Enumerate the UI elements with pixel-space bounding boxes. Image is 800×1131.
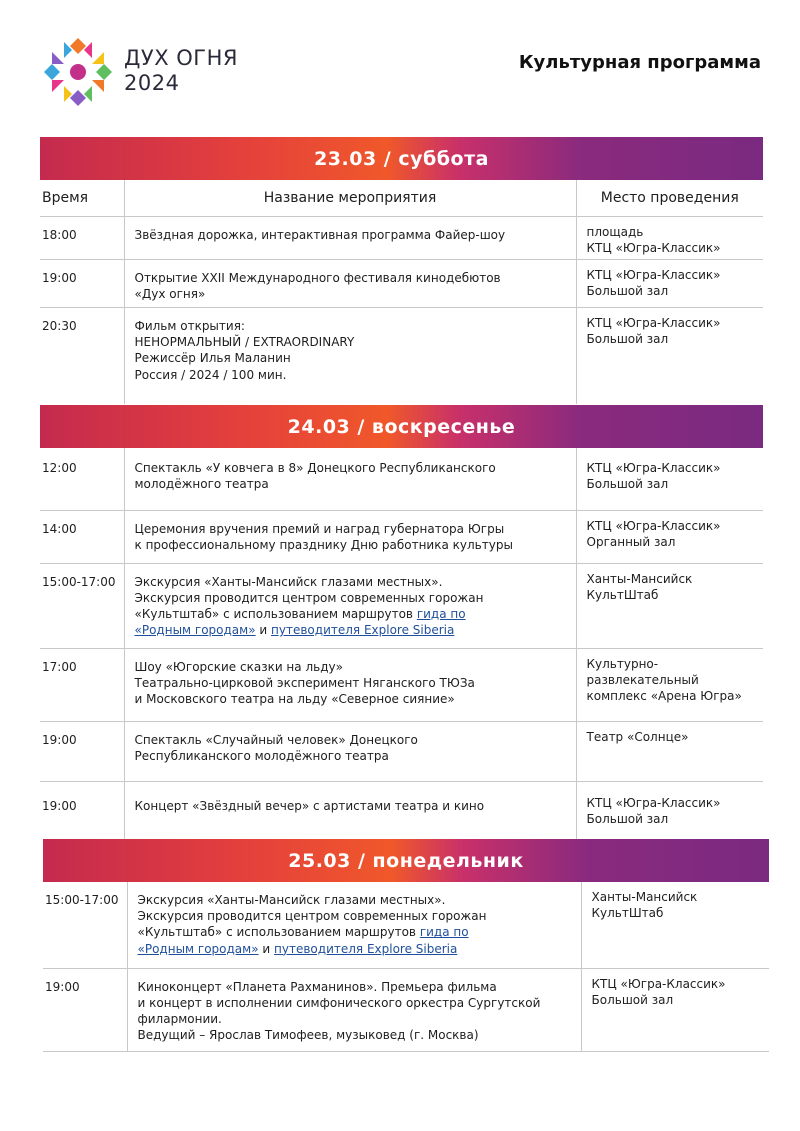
event-place: Ханты-Мансийск КультШтаб [576, 563, 763, 648]
table-row [40, 648, 763, 721]
column-header-place: Место проведения [576, 180, 763, 217]
event-name: Спектакль «Случайный человек» Донецкого Республиканского молодёжного театра [124, 721, 576, 781]
event-place: КТЦ «Югра-Классик» Органный зал [576, 510, 763, 563]
schedule-table [43, 882, 769, 1052]
column-header-time: Время [40, 180, 124, 217]
event-name: Экскурсия «Ханты-Мансийск глазами местных». Экскурсия проводится центром современных горожан «Культштаб» с использованием маршрутов гида по «Родным городам» и путеводителя Explore Siberia [124, 563, 576, 648]
event-place: Театр «Солнце» [576, 721, 763, 781]
native-cities-link[interactable]: «Родным городам» [134, 623, 256, 638]
event-name: Фильм открытия: НЕНОРМАЛЬНЫЙ / EXTRAORDINARY Режиссёр Илья Маланин Россия / 2024 / 100 мин. [124, 308, 576, 404]
table-header-row [40, 180, 763, 217]
explore-siberia-link[interactable]: путеводителя Explore Siberia [274, 941, 458, 956]
event-place: Культурно- развлекательный комплекс «Арена Югра» [576, 648, 763, 721]
event-time: 15:00-17:00 [40, 563, 124, 648]
day-section-24-03 [40, 405, 763, 839]
event-time: 12:00 [40, 458, 124, 510]
event-place: площадь КТЦ «Югра-Классик» [576, 217, 763, 260]
event-place: КТЦ «Югра-Классик» Большой зал [581, 968, 769, 1051]
event-time: 14:00 [40, 510, 124, 563]
schedule-table [40, 448, 763, 839]
event-place: КТЦ «Югра-Классик» Большой зал [576, 781, 763, 839]
column-header-event: Название мероприятия [124, 180, 576, 217]
guide-link[interactable]: гида по [416, 606, 466, 621]
document-title: Культурная программа [518, 52, 761, 73]
event-name: Шоу «Югорские сказки на льду» Театрально-цирковой эксперимент Няганского ТЮЗа и Московского театра на льду «Северное сияние» [124, 648, 576, 721]
event-time: 19:00 [40, 260, 124, 308]
table-row [40, 510, 763, 563]
event-time: 18:00 [40, 217, 124, 260]
day-section-25-03 [43, 839, 769, 1052]
event-time: 17:00 [40, 648, 124, 721]
table-row [40, 308, 763, 404]
brand-line-1: ДУХ ОГНЯ [124, 46, 238, 70]
event-name: Звёздная дорожка, интерактивная программа Файер-шоу [124, 217, 576, 260]
guide-link[interactable]: гида по [419, 925, 469, 940]
brand-line-2: 2024 [124, 71, 180, 95]
event-place: КТЦ «Югра-Классик» Большой зал [576, 260, 763, 308]
event-name: Открытие XXII Международного фестиваля кинодебютов «Дух огня» [124, 260, 576, 308]
event-name: Концерт «Звёздный вечер» с артистами театра и кино [124, 781, 576, 839]
event-place: Ханты-Мансийск КультШтаб [591, 890, 698, 921]
event-name: Киноконцерт «Планета Рахманинов». Премьера фильма и концерт в исполнении симфонического оркестра Сургутской филармонии. Ведущий – Ярослав Тимофеев, музыковед (г. Москва) [127, 968, 581, 1051]
event-name: Церемония вручения премий и наград губернатора Югры к профессиональному празднику Дню работника культуры [124, 510, 576, 563]
table-row [40, 217, 763, 260]
event-time: 19:00 [43, 968, 127, 1051]
event-name: Спектакль «У ковчега в 8» Донецкого Республиканского молодёжного театра [124, 458, 576, 510]
table-row [40, 260, 763, 308]
event-time: 15:00-17:00 [43, 882, 127, 968]
event-time: 19:00 [40, 781, 124, 839]
table-row [40, 781, 763, 839]
day-header: 23.03 / суббота [40, 137, 763, 180]
festival-brand-name [124, 46, 238, 96]
day-section-23-03 [40, 137, 763, 404]
native-cities-link[interactable]: «Родным городам» [137, 941, 259, 956]
table-row [40, 721, 763, 781]
festival-logo-icon [42, 36, 114, 108]
day-header: 24.03 / воскресенье [40, 405, 763, 448]
table-row [40, 563, 763, 648]
event-place: КТЦ «Югра-Классик» Большой зал [576, 308, 763, 404]
schedule-table [40, 180, 763, 404]
event-time: 19:00 [40, 721, 124, 781]
table-row [43, 968, 769, 1051]
event-place: КТЦ «Югра-Классик» Большой зал [586, 461, 721, 492]
event-time: 20:30 [40, 308, 124, 404]
table-row [40, 458, 763, 510]
table-row [43, 882, 769, 968]
event-name: Экскурсия «Ханты-Мансийск глазами местных». Экскурсия проводится центром современных горожан «Культштаб» с использованием маршрутов гида по «Родным городам» и путеводителя Explore Siberia [127, 882, 581, 968]
day-header: 25.03 / понедельник [43, 839, 769, 882]
explore-siberia-link[interactable]: путеводителя Explore Siberia [271, 623, 455, 638]
